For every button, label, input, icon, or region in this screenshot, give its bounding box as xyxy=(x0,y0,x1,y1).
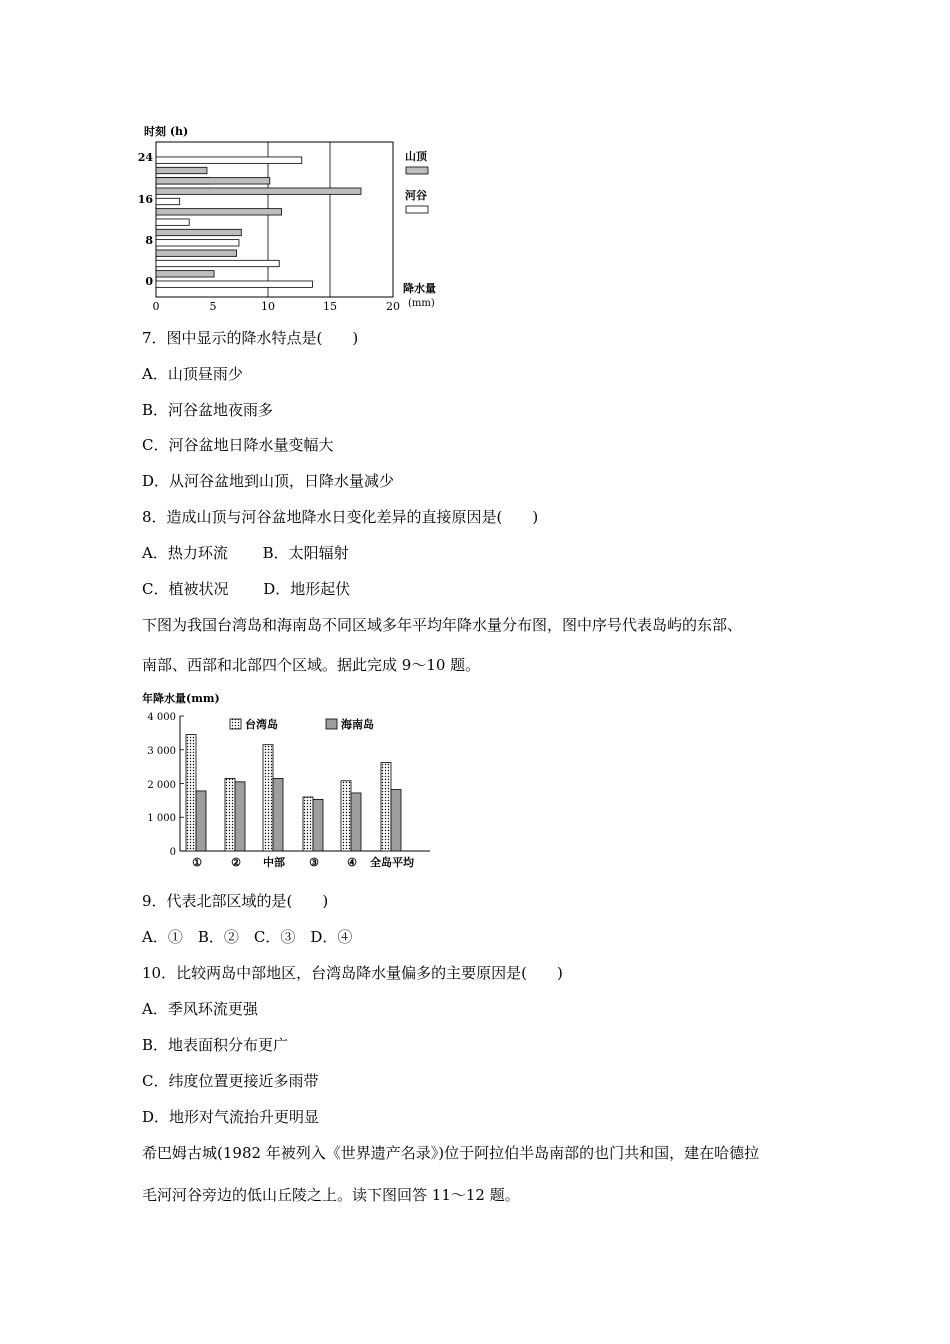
chart2-ytick-0: 0 xyxy=(169,847,176,858)
chart1-bar-valley-4 xyxy=(156,198,180,204)
chart1-ylabel: 时刻 (h) xyxy=(144,125,189,138)
island-precip-chart xyxy=(138,688,438,877)
chart2-bar-taiwan-2 xyxy=(263,745,273,851)
q10-option-c: C．纬度位置更接近多雨带 xyxy=(142,1072,319,1090)
chart1-bar-top-1 xyxy=(156,250,237,256)
chart2-legend-taiwan: 台湾岛 xyxy=(245,718,278,731)
question-7: 7．图中显示的降水特点是( ) xyxy=(142,329,359,347)
chart1-xtick-10: 10 xyxy=(261,300,275,313)
chart1-bar-valley-6 xyxy=(156,157,302,163)
chart1-bar-valley-1 xyxy=(156,260,279,266)
chart1-bar-top-2 xyxy=(156,229,241,235)
q7-option-c: C．河谷盆地日降水量变幅大 xyxy=(142,436,334,454)
chart2-category-0: ① xyxy=(192,856,202,869)
chart2-legend-hainan-swatch xyxy=(326,719,337,729)
chart1-xtick-20: 20 xyxy=(386,300,400,313)
q10-option-d: D．地形对气流抬升更明显 xyxy=(142,1108,320,1126)
mountain-valley-precip-chart xyxy=(138,122,458,318)
chart1-bar-top-0 xyxy=(156,271,214,277)
chart2-bar-hainan-1 xyxy=(235,782,245,851)
chart2-categories xyxy=(192,855,415,869)
chart1-ytick-24: 24 xyxy=(138,151,153,164)
intro-paragraph-2-line-1: 下图为我国台湾岛和海南岛不同区域多年平均年降水量分布图，图中序号代表岛屿的东部、 xyxy=(142,616,743,634)
chart1-legend-top: 山顶 xyxy=(405,150,427,163)
chart1-ytick-0: 0 xyxy=(145,275,153,288)
chart1-bar-valley-0 xyxy=(156,281,312,287)
chart1-bar-top-5 xyxy=(156,167,207,173)
chart1-bar-top-4 xyxy=(156,188,361,194)
chart2-bar-hainan-5 xyxy=(391,790,401,851)
chart2-category-2: 中部 xyxy=(263,856,285,869)
chart2-bar-hainan-0 xyxy=(196,791,206,851)
intro-paragraph-2-line-2: 南部、西部和北部四个区域。据此完成 9～10 题。 xyxy=(142,656,481,674)
chart1-svg xyxy=(138,122,458,314)
chart2-bar-taiwan-0 xyxy=(186,735,196,851)
chart2-ytick-2000: 2 000 xyxy=(147,780,176,791)
intro-paragraph-3-line-1: 希巴姆古城(1982 年被列入《世界遗产名录》)位于阿拉伯半岛南部的也门共和国，建在哈德拉 xyxy=(142,1144,760,1162)
chart1-legend-valley: 河谷 xyxy=(405,189,427,202)
chart2-bars xyxy=(186,735,401,851)
chart2-legend-taiwan-swatch xyxy=(230,719,241,729)
chart2-legend-hainan: 海南岛 xyxy=(341,718,374,731)
chart2-bar-hainan-4 xyxy=(351,793,361,851)
q7-option-d: D．从河谷盆地到山顶，日降水量减少 xyxy=(142,472,395,490)
q10-option-b: B．地表面积分布更广 xyxy=(142,1036,289,1054)
chart1-xtick-5: 5 xyxy=(209,300,217,313)
chart1-legend-valley-swatch xyxy=(406,206,428,213)
chart1-bar-valley-2 xyxy=(156,240,239,246)
q8-options-ab: A．热力环流 B．太阳辐射 xyxy=(142,544,349,562)
q8-options-cd: C．植被状况 D．地形起伏 xyxy=(142,580,351,598)
chart2-category-3: ③ xyxy=(309,856,319,869)
chart2-bar-hainan-2 xyxy=(273,778,283,851)
chart1-bar-top-0 xyxy=(156,178,270,184)
chart2-category-1: ② xyxy=(231,856,241,869)
chart2-bar-taiwan-3 xyxy=(303,797,313,851)
chart2-bar-hainan-3 xyxy=(313,799,323,851)
question-9: 9．代表北部区域的是( ) xyxy=(142,892,329,910)
chart1-bar-top-3 xyxy=(156,209,282,215)
question-10: 10．比较两岛中部地区，台湾岛降水量偏多的主要原因是( ) xyxy=(142,964,563,982)
chart2-ytick-4000: 4 000 xyxy=(147,712,176,723)
chart1-ytick-8: 8 xyxy=(145,234,153,247)
chart1-bar-valley-3 xyxy=(156,219,189,225)
chart1-xunit: (mm) xyxy=(408,298,435,309)
chart2-bar-taiwan-4 xyxy=(341,781,351,851)
chart1-xtick-15: 15 xyxy=(323,300,337,313)
chart2-svg xyxy=(138,688,438,873)
chart2-ylabel: 年降水量(mm) xyxy=(142,692,220,705)
q7-option-a: A．山顶昼雨少 xyxy=(142,365,243,383)
intro-paragraph-3-line-2: 毛河河谷旁边的低山丘陵之上。读下图回答 11～12 题。 xyxy=(142,1186,520,1204)
question-8: 8．造成山顶与河谷盆地降水日变化差异的直接原因是( ) xyxy=(142,508,539,526)
q9-options: A．① B．② C．③ D．④ xyxy=(142,928,353,946)
q7-option-b: B．河谷盆地夜雨多 xyxy=(142,401,274,419)
chart2-ytick-1000: 1 000 xyxy=(147,813,176,824)
chart1-xtick-0: 0 xyxy=(152,300,160,313)
chart2-category-5: 全岛平均 xyxy=(370,856,414,869)
chart2-bar-taiwan-5 xyxy=(381,763,391,851)
q10-option-a: A．季风环流更强 xyxy=(142,1000,258,1018)
chart2-category-4: ④ xyxy=(347,856,357,869)
chart2-bar-taiwan-1 xyxy=(225,778,235,851)
chart1-xlabel: 降水量 xyxy=(403,282,436,295)
chart2-ytick-3000: 3 000 xyxy=(147,746,176,757)
chart1-legend-top-swatch xyxy=(406,167,428,174)
chart1-ytick-16: 16 xyxy=(138,193,153,206)
chart2-ticks xyxy=(180,716,184,851)
